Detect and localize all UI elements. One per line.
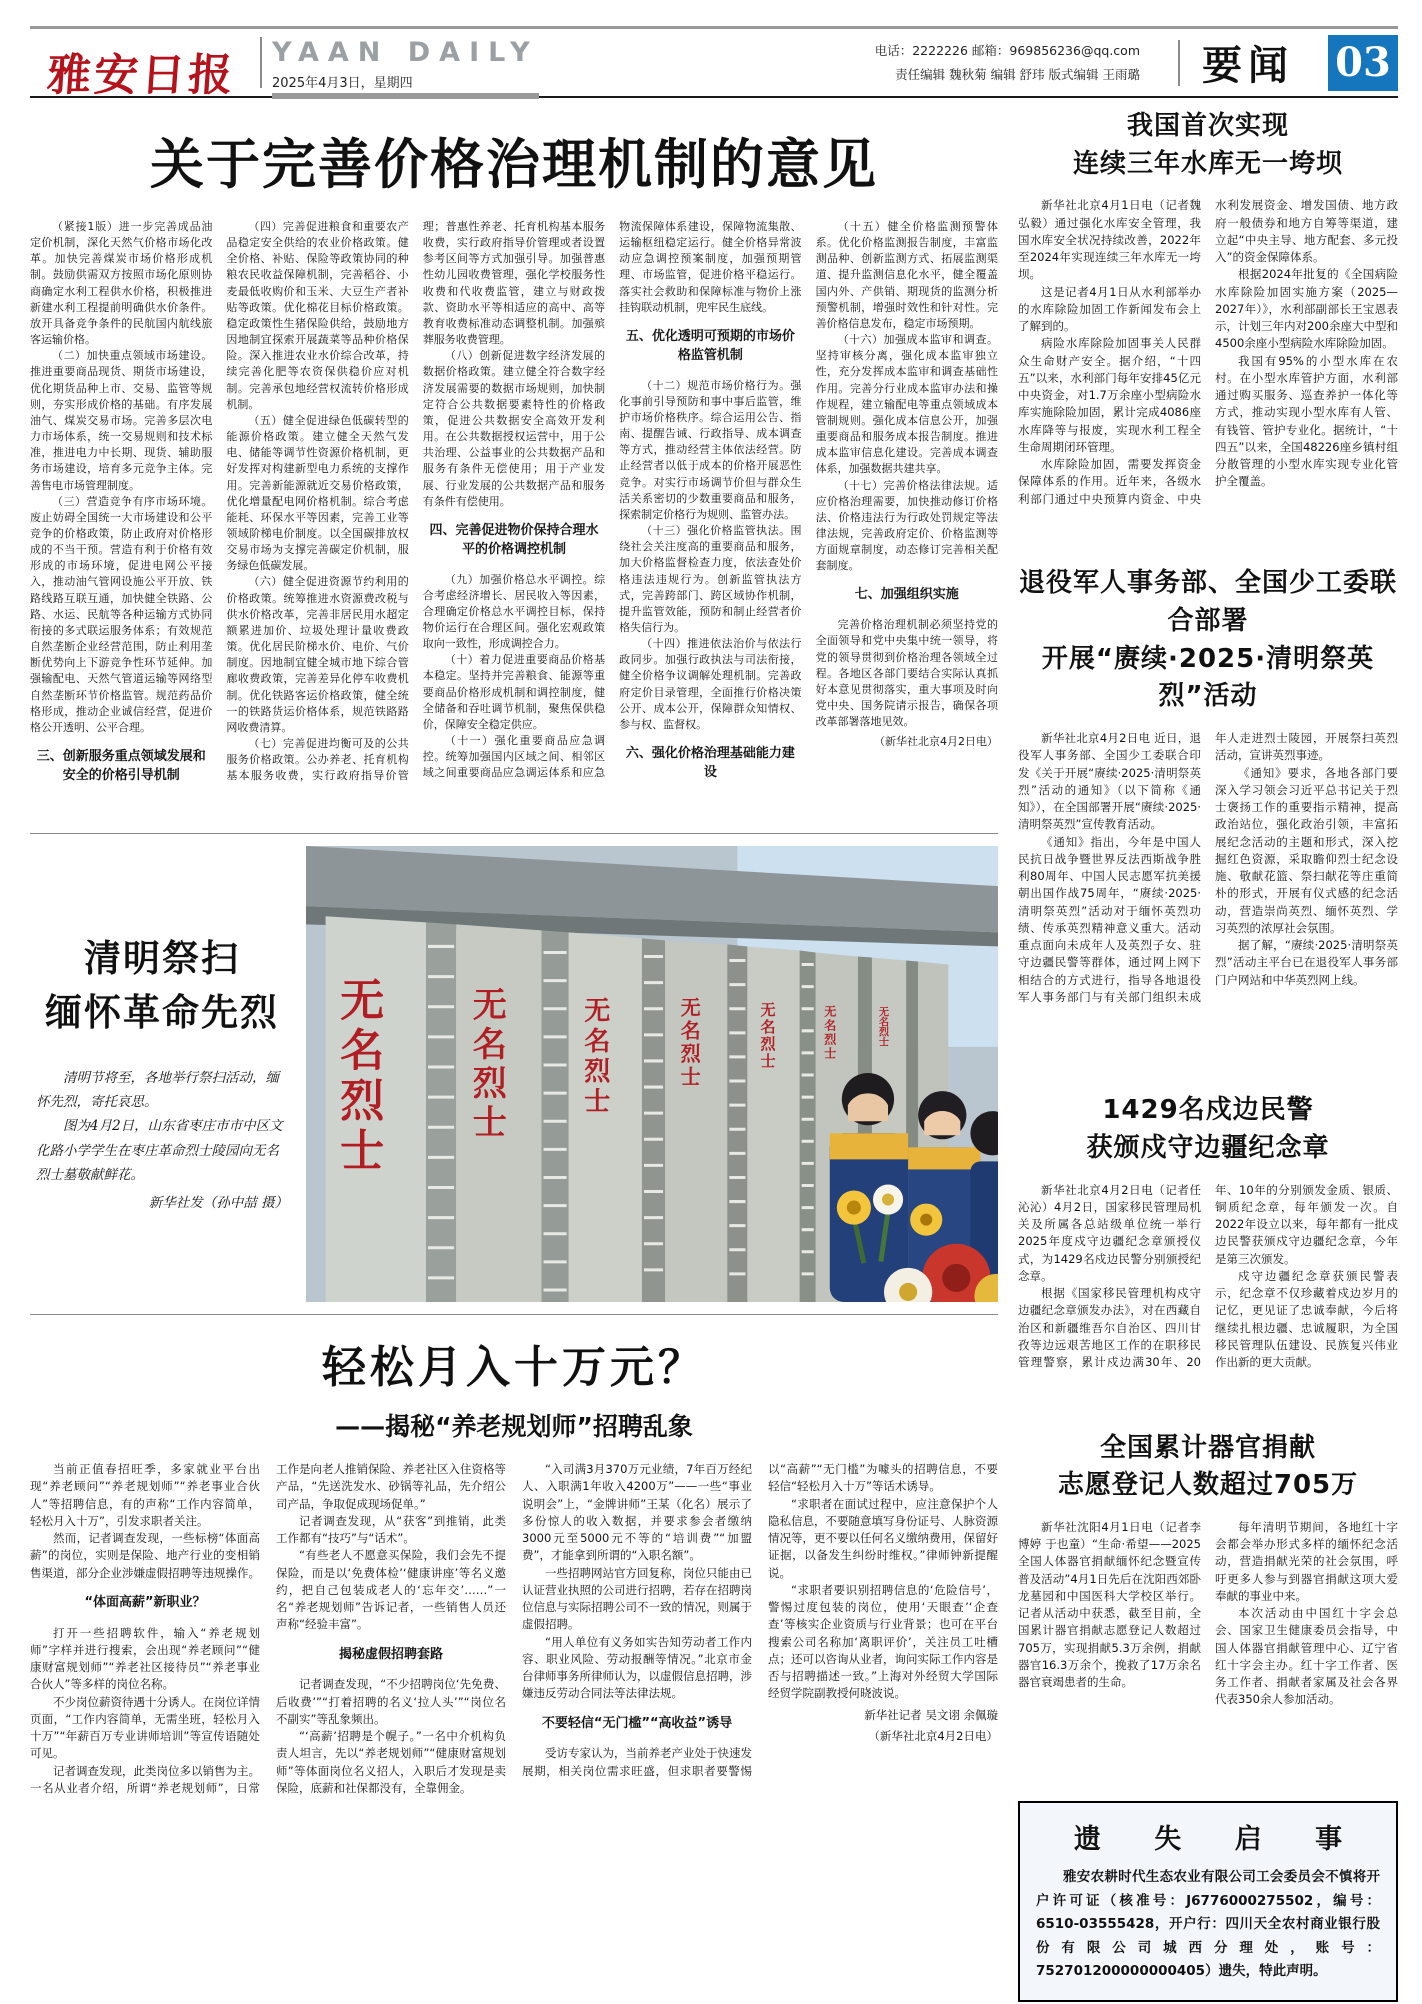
feature-title-line2: 缅怀革命先烈 bbox=[45, 991, 279, 1035]
paragraph: 这是记者4月1日从水利部举办的水库除险加固工作新闻发布会上了解到的。 bbox=[1018, 284, 1201, 334]
paragraph: （六）健全促进资源节约利用的价格政策。统筹推进水资源费改税与供水价格改革，完善非居民用水超定额累进加价、垃圾处理计量收费政策。优化居民阶梯水价、电价、气价制度。因地制宜健全城市地下综合管廊收费政策，完善差异化停车收费机制。优化铁路客运价格政策，健全统一的铁路货运价格体系，规范铁路路网收费清算。 bbox=[226, 575, 409, 734]
paragraph: 本次活动由中国红十字会总会、国家卫生健康委员会指导，中国人体器官捐献管理中心、辽宁省红十字会主办。红十字工作者、医务工作者、捐献者家属及社会各界代表350余人参加活动。 bbox=[1215, 1606, 1398, 1707]
section-heading: 不要轻信“无门槛”“高收益”诱导 bbox=[541, 1715, 733, 1731]
paragraph: （九）加强价格总水平调控。综合考虑经济增长、居民收入等因素，合理确定价格总水平调控目标，保持物价运行在合理区间。强化宏观政策取向一致性，形成调控合力。 bbox=[422, 572, 606, 651]
rail-article-body bbox=[1018, 1519, 1398, 1771]
paragraph: “用人单位有义务如实告知劳动者工作内容、职业风险、劳动报酬等情况。”北京市金台律师事务所律师认为，以虚假信息招聘，涉嫌违反劳动合同法等法律法规。 bbox=[522, 1634, 752, 1701]
paragraph: 打开一些招聘软件，输入“养老规划师”字样并进行搜索，会出现“养老顾问”“健康财富规划师”“养老社区接待员”“养老事业合伙人”等多样的岗位名称。 bbox=[30, 1625, 260, 1692]
section-heading: 四、完善促进物价保持合理水平的价格调控机制 bbox=[429, 522, 599, 557]
paragraph: （十七）完善价格法律法规。适应价格治理需要，加快推动修订价格法、价格违法行为行政处罚规定等法律法规，完善政府定价、价格监测等方面规章制度，动态修订完善相关配套制度。 bbox=[815, 478, 998, 573]
notice-title: 遗 失 启 事 bbox=[1073, 1823, 1365, 1855]
paragraph: “‘高薪’招聘是个幌子。”一名中介机构负责人坦言，先以“养老规划师”“健康财富规划师”等体面岗位名义招人，入职后才发现是卖保险，底薪和社保都没有，全靠佣金。 bbox=[276, 1729, 506, 1795]
section-heading: 三、创新服务重点领域发展和安全的价格引导机制 bbox=[36, 749, 206, 783]
recruit-article-body bbox=[30, 1461, 998, 1931]
recruit-headline: 轻松月入十万元？ bbox=[322, 1342, 706, 1393]
paragraph: （十二）规范市场价格行为。强化事前引导预防和事中事后监管，维护市场价格秩序。综合运用公告、指南、提醒告诫、行政指导、成本调查等方式，推动经营主体依法经营。防止经营者以低于成本的价格开展恶性竞争。对实行市场调节价但与群众生活关系密切的少数重要商品和服务，探索制定价格行为规则、监管办法。 bbox=[619, 378, 802, 521]
paragraph: 《通知》指出，今年是中国人民抗日战争暨世界反法西斯战争胜利80周年、中国人民志愿军抗美援朝出国作战75周年，“赓续·2025·清明祭英烈”活动对于缅怀英烈功绩、传承英烈精神意义重大。活动重点面向未成年人及英烈子女、驻守边疆民警等群体，通过网上网下相结合的方式进行，指导各地退役军人事务部门与有关部门组织未成年人走进烈士陵园，开展祭扫英烈活动，宣讲英烈事迹。 bbox=[1018, 731, 1398, 1004]
paragraph: 新华社北京4月2日电 近日，退役军人事务部、全国少工委联合印发《关于开展“赓续·2025·清明祭英烈”活动的通知》（以下简称《通知》），在全国部署开展“赓续·2025·清明祭英烈”宣传教育活动。 bbox=[1018, 731, 1201, 832]
page-number-badge: 03 bbox=[1328, 35, 1398, 91]
paragraph: 病险水库除险加固事关人民群众生命财产安全。据介绍，“十四五”以来，水利部门每年安排45亿元中央资金，对1.7万余座小型病险水库实施除险加固，累计完成4086座水库降等与报废，实现水利工程全生命周期闭环管理。 bbox=[1018, 336, 1201, 454]
recruit-subtitle: ——揭秘“养老规划师”招聘乱象 bbox=[335, 1412, 693, 1441]
paragraph: 不少岗位薪资待遇十分诱人。在岗位详情页面，“工作内容简单，无需坐班，轻松月入十万”“年薪百万专业讲师培训”等宣传语随处可见。 bbox=[30, 1694, 260, 1761]
paragraph: 记者调查发现，从“获客”到推销，此类工作都有“技巧”与“话术”。 bbox=[276, 1513, 506, 1545]
title-line: 全国累计器官捐献 bbox=[1099, 1432, 1316, 1463]
article-border-police-medals bbox=[1018, 1092, 1398, 1399]
content-grid bbox=[30, 108, 1398, 2002]
byline: 新华社发（孙中喆 摄） bbox=[148, 1195, 288, 1212]
title-line: 我国首次实现 bbox=[1126, 111, 1289, 141]
feature-text-block bbox=[30, 846, 288, 1302]
byline: 新华社记者 吴文诩 余佩璇 bbox=[864, 1707, 998, 1722]
publication-date: 2025年4月3日，星期四 bbox=[272, 72, 539, 99]
masthead-right bbox=[875, 29, 1398, 96]
masthead bbox=[30, 26, 1398, 101]
svg-text:无名烈士: 无名烈士 bbox=[758, 1001, 777, 1070]
paragraph: （七）完善促进均衡可及的公共服务价格政策。公办养老、托育机构基本服务收费，实行政府指导价管理；普惠性养老、托育机构基本服务收费，实行政府指导价管理或者设置参考区间等方式加强引导。加强普惠性幼儿园收费管理，强化学校服务性收费和代收费监管，建立与财政拨款、资助水平等相适应的高中、高等教育收费标准动态调整机制。加强殡葬服务收费管理。 bbox=[226, 220, 606, 783]
svg-text:无名烈士: 无名烈士 bbox=[466, 986, 507, 1144]
paragraph: （十四）推进依法治价与依法行政同步。加强行政执法与司法衔接，健全价格争议调解处理机制。完善政府定价目录管理，全面推行价格决策公开、成本公开，保障群众知情权、参与权、监督权。 bbox=[619, 637, 802, 731]
paragraph: 根据《国家移民管理机构戍守边疆纪念章颁发办法》，对在西藏自治区和新疆维吾尔自治区、四川甘孜等边远艰苦地区工作的在职移民管理警察，累计戍边满30年、20年、10年的分别颁发金质、银质、铜质纪念章，每年颁发一次。自2022年设立以来，每年都有一批戍边民警获颁戍守边疆纪念章，今年是第三次颁发。 bbox=[1018, 1182, 1398, 1369]
paragraph: （八）创新促进数字经济发展的数据价格政策。建立健全符合数字经济发展需要的数据市场规则，加快制定符合公共数据要素特性的价格政策，促进公共数据安全高效开发利用。在公共数据授权运营中，用于公共治理、公益事业的公共数据产品和服务有条件无偿使用；用于产业发展、行业发展的公共数据产品和服务有条件有偿使用。 bbox=[422, 349, 606, 508]
paper-english-name: YAAN DAILY bbox=[272, 37, 539, 68]
contact-block bbox=[875, 39, 1156, 87]
masthead-center bbox=[272, 29, 539, 96]
rail-article-title bbox=[1018, 1092, 1398, 1167]
paragraph: “求职者要识别招聘信息的‘危险信号’，警惕过度包装的岗位，使用‘天眼查’‘企查查’等核实企业资质与行业背景；也可在平台搜索公司名称加‘离职评价’，关注员工吐槽点；还可以咨询从业者，询问实际工作内容是否与招聘描述一致。”上海对外经贸大学国际经贸学院副教授何晓波说。 bbox=[768, 1582, 998, 1701]
svg-text:无名烈士: 无名烈士 bbox=[677, 996, 702, 1090]
paragraph: 戍守边疆纪念章获颁民警表示，纪念章不仅珍藏着戍边岁月的记忆，更见证了忠诚奉献，今后将继续扎根边疆、忠诚履职，为全国移民管理队伍建设、民族复兴伟业作出新的更大贡献。 bbox=[1215, 1268, 1398, 1369]
section-heading: 六、强化价格治理基础能力建设 bbox=[625, 746, 795, 780]
rail-article-title bbox=[1018, 108, 1398, 183]
title-line: 获颁戍守边疆纪念章 bbox=[1086, 1132, 1330, 1163]
rail-article-body bbox=[1018, 197, 1398, 535]
byline: （新华社北京4月2日电） bbox=[873, 735, 998, 749]
title-line: 开展“赓续·2025·清明祭英烈”活动 bbox=[1041, 643, 1375, 712]
photo-feature bbox=[30, 833, 998, 1315]
notice-body bbox=[1036, 1866, 1380, 1984]
paragraph: （十五）健全价格监测预警体系。优化价格监测报告制度，丰富监测品种、创新监测方式、拓展监测渠道、提升监测信息化水平，健全覆盖国内外、产供销、期现货的监测分析预警机制，增强时效性和针对性。完善价格信息发布，稳定市场预期。 bbox=[815, 220, 998, 330]
svg-text:无名烈士: 无名烈士 bbox=[579, 996, 610, 1118]
byline: （新华社北京4月2日电） bbox=[868, 1728, 998, 1743]
notice-text: 雅安农耕时代生态农业有限公司工会委员会不慎将开户许可证（核准号：J6776000275502，编号：6510-03555428，开户行：四川天全农村商业银行股份有限公司城西分理处，账号：752701200000000405）遗失，特此声明。 bbox=[1036, 1868, 1380, 1980]
section-heading: “体面高薪”新职业？ bbox=[84, 1594, 206, 1610]
main-article-body bbox=[30, 219, 998, 819]
paragraph: 当前正值春招旺季，多家就业平台出现“养老顾问”“养老规划师”“养老事业合伙人”等招聘信息，有的声称“工作内容简单，轻松月入十万”，引发求职者关注。 bbox=[30, 1462, 260, 1528]
editors-line: 责任编辑 魏秋菊 编辑 舒玮 版式编辑 王雨璐 bbox=[895, 66, 1140, 82]
right-rail bbox=[1018, 108, 1398, 2002]
svg-text:无名烈士: 无名烈士 bbox=[822, 1004, 837, 1061]
rail-article-body bbox=[1018, 730, 1398, 1062]
paragraph: 据了解，“赓续·2025·清明祭英烈”活动主平台已在退役军人事务部门户网站和中华英烈网上线。 bbox=[1215, 938, 1398, 987]
paragraph: 每年清明节期间，各地红十字会都会举办形式多样的缅怀纪念活动，营造捐献光荣的社会氛围，呼吁更多人参与到器官捐献这项大爱奉献的事业中来。 bbox=[1215, 1519, 1398, 1603]
contact-line: 电话：2222226 邮箱：969856236@qq.com bbox=[874, 42, 1140, 58]
paragraph: “有些老人不愿意买保险，我们会先不提保险，而是以‘免费体检’‘健康讲座’等名义邀约，把自己包装成老人的‘忘年交’……”一名“养老规划师”告诉记者，一些销售人员还声称“经验丰富”。 bbox=[276, 1548, 506, 1632]
paragraph: （紧接1版）进一步完善成品油定价机制，深化天然气价格市场化改革。加快完善煤炭市场价格形成机制。鼓励供需双方按照市场化原则协商确定水利工程供水价格，积极推进新建水利工程提前明确供水价条件。放开具备竞争条件的民航国内航线旅客运输价格。 bbox=[30, 220, 213, 347]
article-organ-donation bbox=[1018, 1430, 1398, 1771]
rail-article-title bbox=[1018, 1430, 1398, 1505]
article-recruitment-expose bbox=[30, 1331, 998, 1931]
title-line: 退役军人事务部、全国少工委联合部署 bbox=[1018, 568, 1397, 637]
article-price-governance bbox=[30, 122, 998, 819]
svg-text:无名烈士: 无名烈士 bbox=[876, 1006, 888, 1047]
paragraph: （三）营造竞争有序市场环境。废止妨碍全国统一大市场建设和公平竞争的价格政策，防止政府对价格形成的不当干预。营造有利于价格有效形成的市场环境，促进电网公平接入，推动油气管网设施公平开放、铁路线路互联互通，加快健全铁路、公路、水运、民航等各种运输方式协同衔接的多式联运服务体系；有效规范自然垄断企业经营范围，防止利用垄断优势向上下游竞争性环节延伸。加强输配电、天然气管道运输等网络型自然垄断环节价格监管。规范药品价格形成，推动企业诚信经营，促进价格公开透明、公平合理。 bbox=[30, 494, 213, 734]
paragraph: 新华社沈阳4月1日电（记者李博婷 于也童）“生命·希望——2025全国人体器官捐献缅怀纪念暨宣传普及活动”4月1日先后在沈阳西郊卧龙墓园和中国医科大学校区举行。记者从活动中获悉，截至目前，全国累计器官捐献志愿登记人数超过705万，实现捐献5.3万余例，捐献器官16.3万余个，挽救了17万余名器官衰竭患者的生命。 bbox=[1018, 1519, 1201, 1690]
slab-inscription: 无名烈士 bbox=[332, 976, 384, 1178]
paragraph: 我国有95%的小型水库在农村。在小型水库管护方面，水利部通过购买服务、巡查养护一体化等方式，推动实现小型水库有人管、有钱管、管护专业化。据统计，“十四五”以来，全国48226座乡镇村组分散管理的小型水库实现专业化管护全覆盖。 bbox=[1215, 353, 1398, 489]
paragraph: 完善价格治理机制必须坚持党的全面领导和党中央集中统一领导，将党的领导贯彻到价格治理各领域全过程。各地区各部门要结合实际认真抓好本意见贯彻落实，重大事项及时向党中央、国务院请示报告，确保各项改革部署落地见效。 bbox=[815, 618, 998, 729]
paragraph: 新华社北京4月1日电（记者魏弘毅）通过强化水库安全管理，我国水库安全状况持续改善，2022年至2024年实现连续三年水库无一垮坝。 bbox=[1018, 198, 1201, 282]
paragraph: 清明节将至，各地举行祭扫活动，缅怀先烈，寄托哀思。 bbox=[36, 1069, 279, 1111]
paragraph: （十六）加强成本监审和调查。坚持审核分离，强化成本监审独立性，充分发挥成本监审和调查基础性作用。完善分行业成本监审办法和操作规程，建立输配电等重点领域成本管制规则。强化成本信息公开，加强重要商品和服务成本报告制度。推进成本监审信息化建设。完善成本调查体系，加强数据共建共享。 bbox=[815, 333, 998, 476]
title-line: 连续三年水库无一垮坝 bbox=[1072, 148, 1343, 179]
paragraph: 一些招聘网站官方回复称，岗位只能由已认证营业执照的公司进行招聘，若存在招聘岗位信息与实际招聘公司不一致的情况，则属于虚假招聘。 bbox=[522, 1565, 752, 1632]
paragraph: （十）着力促进重要商品价格基本稳定。坚持并完善粮食、能源等重要商品价格形成机制和调控制度，健全储备和吞吐调节机制，聚焦保供稳价，保障安全稳定供应。 bbox=[422, 653, 606, 731]
paragraph: （四）完善促进粮食和重要农产品稳定安全供给的农业价格政策。健全价格、补贴、保险等政策协同的种粮农民收益保障机制，完善稻谷、小麦最低收购价和玉米、大豆生产者补贴等政策。优化棉花目标价格政策。稳定政策性生猪保险供给，鼓励地方因地制宜探索开展蔬菜等品种价格保险。深入推进农业水价综合改革，持续完善化肥等农资保供稳价应对机制。完善承包地经营权流转价格形成机制。 bbox=[226, 220, 409, 411]
rail-article-body bbox=[1018, 1182, 1398, 1400]
paragraph: 水库除险加固，需要发挥资金保障体系的作用。近年来，各级水利部门通过中央预算内资金、中央水利发展资金、增发国债、地方政府一般债券和地方自筹等渠道，建立起“中央主导、地方配套、多元投入”的资金保障体系。 bbox=[1018, 198, 1398, 506]
paragraph: 记者调查发现，此类岗位多以销售为主。一名从业者介绍，所谓“养老规划师”，日常工作是向老人推销保险、养老社区入住资格等产品，“先送洗发水、砂锅等礼品，先介绍公司产品，争取促成现场促单。” bbox=[30, 1462, 506, 1795]
memorial-photo-illustration bbox=[306, 846, 998, 1302]
masthead-divider-2 bbox=[1178, 40, 1180, 86]
paragraph: 图为4月2日，山东省枣庄市市中区文化路小学学生在枣庄革命烈士陵园向无名烈士墓敬献鲜花。 bbox=[36, 1118, 283, 1183]
paragraph: （二）加快重点领域市场建设。推进重要商品现货、期货市场建设，优化期货品种上市、交易、监管等规则，夯实形成价格的基础。有序发展油气、煤炭交易市场。完善多层次电力市场体系，统一交易规则和技术标准，推进电力中长期、现货、辅助服务市场建设，培育多元竞争主体。完善售电市场管理制度。 bbox=[30, 349, 213, 492]
lost-property-notice bbox=[1018, 1801, 1398, 2002]
article-qingming-heroes bbox=[1018, 565, 1398, 1062]
section-label: 要闻 bbox=[1202, 43, 1294, 89]
paragraph: 受访专家认为，当前养老产业处于快速发展期，相关岗位需求旺盛，但求职者要警惕以“高薪”“无门槛”为噱头的招聘信息，不要轻信“轻松月入十万”等话术诱导。 bbox=[522, 1462, 998, 1778]
main-headline: 关于完善价格治理机制的意见 bbox=[150, 133, 878, 196]
paragraph: “入司满3月370万元业绩，7年百万经纪人、入职满1年收入4200万”——一些“事业说明会”上，“金牌讲师”王某（化名）展示了多份惊人的收入数据，并要求参会者缴纳3000元至5000元不等的“培训费”“加盟费”，才能拿到所谓的“入职名额”。 bbox=[522, 1462, 752, 1563]
paragraph: 然而，记者调查发现，一些标榜“体面高薪”的岗位，实则是保险、地产行业的变相销售渠道，部分企业涉嫌虚假招聘等违规操作。 bbox=[30, 1531, 260, 1580]
section-heading: 五、优化透明可预期的市场价格监管机制 bbox=[625, 328, 795, 363]
paper-logo: 雅安日报 bbox=[45, 50, 237, 101]
memorial-photo bbox=[306, 846, 998, 1302]
article-reservoir-safety bbox=[1018, 108, 1398, 535]
paragraph: （五）健全促进绿色低碳转型的能源价格政策。建立健全天然气发电、储能等调节性资源价格机制，更好发挥对构建新型电力系统的支撑作用。完善新能源就近交易价格政策，优化增量配电网价格机制。综合考虑能耗、环保水平等因素，完善工业等领域阶梯电价制度。以全国碳排放权交易市场为支撑完善碳定价机制，服务绿色低碳发展。 bbox=[226, 413, 409, 573]
paragraph: （十三）强化价格监管执法。围绕社会关注度高的重要商品和服务，加大价格监督检查力度，依法查处价格违法违规行为。创新监管执法方式，完善跨部门、跨区域协作机制，提升监管效能，预防和制止经营者价格失信行为。 bbox=[619, 524, 802, 634]
title-line: 1429名戍边民警 bbox=[1102, 1095, 1314, 1126]
paragraph: 根据2024年批复的《全国病险水库除险加固实施方案（2025—2027年）》，水利部副部长王宝恩表示，计划三年内对200余座大中型和4500余座小型病险水库除险加固。 bbox=[1215, 267, 1398, 351]
feature-title bbox=[36, 932, 288, 1039]
paragraph: 《通知》要求，各地各部门要深入学习领会习近平总书记关于烈士褒扬工作的重要指示精神，提高政治站位，强化政治引领，丰富拓展纪念活动的主题和形式，深入挖掘红色资源，采取瞻仰烈士纪念设施、敬献花篮、祭扫献花等庄重简朴的形式，开展有仪式感的纪念活动，营造崇尚英烈、缅怀英烈、学习英烈的浓厚社会氛围。 bbox=[1215, 765, 1398, 935]
paragraph: （十一）强化重要商品应急调控。统筹加强国内区域之间、相邻区域之间重要商品应急调运体系和应急物流保障体系建设，保障物流集散、运输枢纽稳定运行。健全价格异常波动应急调控预案制度，加强预期管理、市场监管，促进价格平稳运行。落实社会救助和保障标准与物价上涨挂钩联动机制，兜牢民生底线。 bbox=[422, 220, 802, 780]
paragraph: 新华社北京4月2日电（记者任沁沁）4月2日，国家移民管理局机关及所属各总站级单位统一举行2025年度戍守边疆纪念章颁授仪式，为1429名戍边民警分别颁授纪念章。 bbox=[1018, 1182, 1201, 1283]
paragraph: 记者调查发现，“不少招聘岗位‘先免费、后收费’”“打着招聘的名义‘拉人头’”“岗位名不副实”等乱象频出。 bbox=[276, 1677, 506, 1726]
title-line: 志愿登记人数超过705万 bbox=[1057, 1470, 1359, 1501]
section-heading: 揭秘虚假招聘套路 bbox=[338, 1646, 443, 1662]
section-heading: 七、加强组织实施 bbox=[854, 587, 959, 603]
paragraph: “求职者在面试过程中，应注意保护个人隐私信息，不要随意填写身份证号、人脉资源情况等，更不要以任何名义缴纳费用，保留好证据，以备发生纠纷时维权。”律师钟新提醒说。 bbox=[768, 1496, 998, 1580]
rail-article-title bbox=[1018, 565, 1398, 716]
feature-title-line1: 清明祭扫 bbox=[84, 937, 240, 981]
feature-caption bbox=[36, 1066, 288, 1216]
masthead-divider bbox=[260, 37, 262, 88]
left-column bbox=[30, 108, 998, 2002]
